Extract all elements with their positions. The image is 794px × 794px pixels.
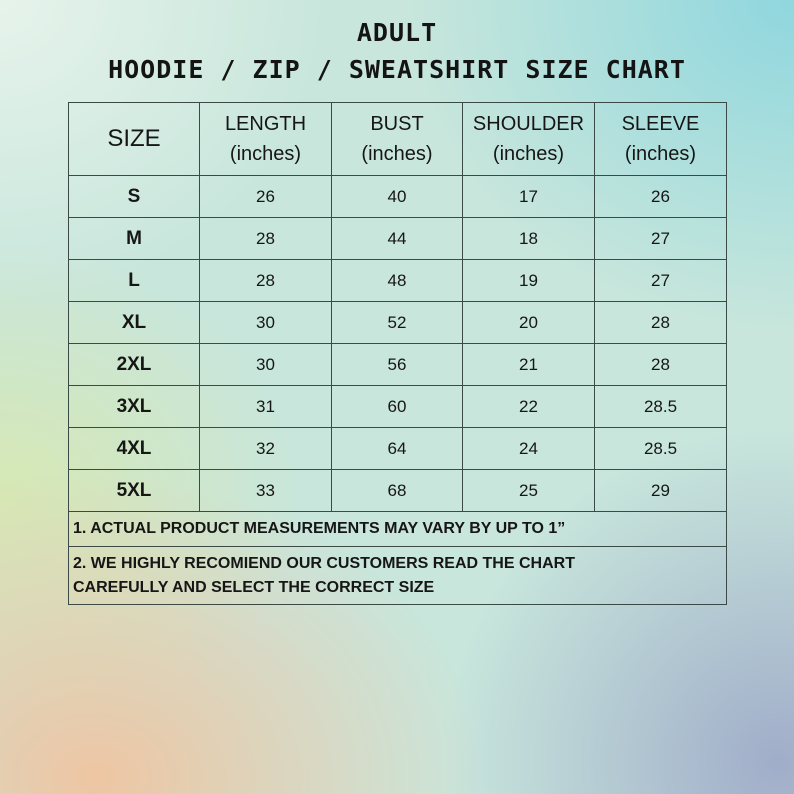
table-row xyxy=(69,260,727,302)
length-cell: 26 xyxy=(200,176,332,218)
length-cell: 28 xyxy=(200,218,332,260)
length-cell: 31 xyxy=(200,386,332,428)
table-row xyxy=(69,344,727,386)
size-cell: 4XL xyxy=(69,428,200,470)
table-row xyxy=(69,470,727,512)
bust-cell: 56 xyxy=(332,344,463,386)
length-cell: 33 xyxy=(200,470,332,512)
header-sleeve xyxy=(595,103,727,176)
header-row xyxy=(69,103,727,176)
bust-cell: 44 xyxy=(332,218,463,260)
header-sleeve-label: SLEEVE xyxy=(621,113,700,135)
bust-cell: 40 xyxy=(332,176,463,218)
size-cell: 2XL xyxy=(69,344,200,386)
shoulder-cell: 19 xyxy=(463,260,595,302)
shoulder-cell: 24 xyxy=(463,428,595,470)
shoulder-cell: 17 xyxy=(463,176,595,218)
header-sleeve-unit: (inches) xyxy=(624,143,697,165)
sleeve-cell: 28.5 xyxy=(595,428,727,470)
header-bust xyxy=(332,103,463,176)
sleeve-cell: 27 xyxy=(595,218,727,260)
table-row xyxy=(69,176,727,218)
size-cell: 3XL xyxy=(69,386,200,428)
table-row xyxy=(69,428,727,470)
bust-cell: 60 xyxy=(332,386,463,428)
header-size-label: SIZE xyxy=(107,125,161,152)
sizing-advice-line-2: CAREFULLY AND SELECT THE CORRECT SIZE xyxy=(73,578,435,596)
chart-title-line-1: ADULT xyxy=(356,18,438,47)
sleeve-cell: 26 xyxy=(595,176,727,218)
size-cell: 5XL xyxy=(69,470,200,512)
shoulder-cell: 22 xyxy=(463,386,595,428)
header-bust-unit: (inches) xyxy=(361,143,433,165)
header-shoulder xyxy=(463,103,595,176)
bust-cell: 52 xyxy=(332,302,463,344)
header-shoulder-label: SHOULDER xyxy=(472,113,585,135)
header-bust-label: BUST xyxy=(370,113,424,135)
length-cell: 30 xyxy=(200,344,332,386)
table-row xyxy=(69,302,727,344)
sleeve-cell: 27 xyxy=(595,260,727,302)
header-shoulder-unit: (inches) xyxy=(492,143,565,165)
chart-title-line-2: HOODIE / ZIP / SWEATSHIRT SIZE CHART xyxy=(108,55,686,84)
header-length-label: LENGTH xyxy=(224,113,307,135)
sleeve-cell: 28 xyxy=(595,302,727,344)
table-row xyxy=(69,218,727,260)
sleeve-cell: 28 xyxy=(595,344,727,386)
length-cell: 30 xyxy=(200,302,332,344)
length-cell: 32 xyxy=(200,428,332,470)
size-cell: XL xyxy=(69,302,200,344)
shoulder-cell: 21 xyxy=(463,344,595,386)
note-row-2 xyxy=(69,547,727,605)
sleeve-cell: 28.5 xyxy=(595,386,727,428)
header-length xyxy=(200,103,332,176)
bust-cell: 68 xyxy=(332,470,463,512)
header-size xyxy=(69,103,200,176)
size-chart-table xyxy=(68,102,727,605)
table-row xyxy=(69,386,727,428)
size-cell: S xyxy=(69,176,200,218)
shoulder-cell: 20 xyxy=(463,302,595,344)
sizing-advice-note xyxy=(69,547,727,605)
shoulder-cell: 25 xyxy=(463,470,595,512)
length-cell: 28 xyxy=(200,260,332,302)
bust-cell: 48 xyxy=(332,260,463,302)
shoulder-cell: 18 xyxy=(463,218,595,260)
size-cell: L xyxy=(69,260,200,302)
note-row-1 xyxy=(69,512,727,547)
bust-cell: 64 xyxy=(332,428,463,470)
measurement-note: 1. ACTUAL PRODUCT MEASUREMENTS MAY VARY BY UP TO 1” xyxy=(69,512,727,547)
sizing-advice-line-1: 2. WE HIGHLY RECOMIEND OUR CUSTOMERS READ THE CHART xyxy=(73,554,575,572)
sleeve-cell: 29 xyxy=(595,470,727,512)
size-cell: M xyxy=(69,218,200,260)
header-length-unit: (inches) xyxy=(229,143,302,165)
